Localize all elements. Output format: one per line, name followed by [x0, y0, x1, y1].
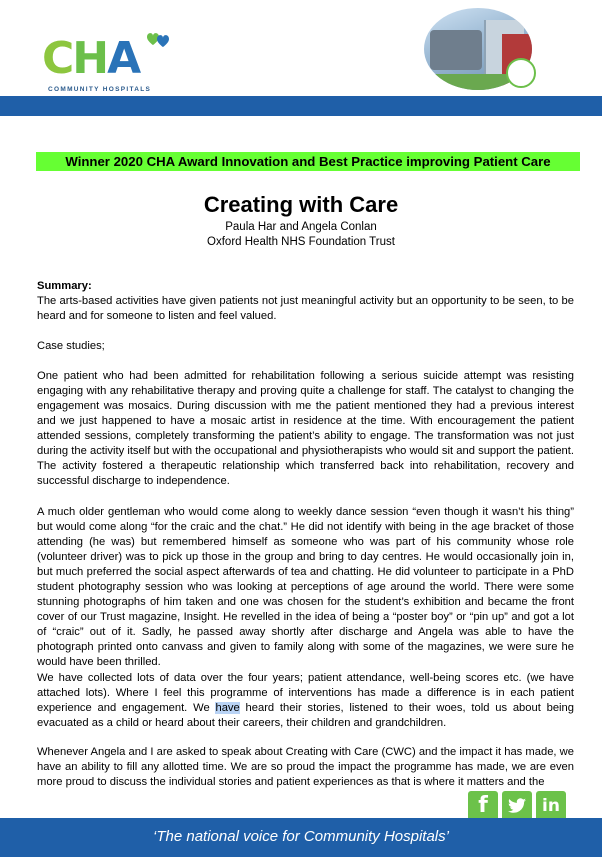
header-band — [0, 96, 602, 116]
cha-logo — [42, 30, 172, 96]
summary-heading: Summary: — [37, 280, 92, 292]
hearts-icon — [146, 30, 172, 52]
award-banner: Winner 2020 CHA Award Innovation and Best Practice improving Patient Care — [36, 152, 580, 171]
paragraph-3: We have collected lots of data over the four years; patient attendance, well-being scores etc. (we have attached lots). Where I feel this programme of interventions has made a difference is in each patient experience and engagement. We have heard their stories, listened to their woes, told us about being evacuated as a child or heard about their careers, their children and grandchildren. — [37, 672, 574, 729]
linkedin-icon[interactable]: in — [536, 791, 566, 821]
paragraph-2: A much older gentleman who would come along to weekly dance session “even though it wasn’t his thing” but would come along “for the craic and the chat.” He did not identify with being in the age bracket of those attending (he was) but remembered himself as someone who was part of his community whose role (volunteer driver) was to pick up those in the group and bring to day centres. He would occasionally join in, but much preferred the social aspect afterwards of tea and chatting. He did volunteer to participate in a PhD student photography session who was looking at perceptions of age around the world. There were some stunning photographs of him taken and one was chosen for the student’s exhibition and became the front cover of our Trust magazine, Insight. He revelled in the idea of being a “poster boy” or “pin up” and got a lot of “craic” out of it. Sadly, he passed away shortly after discharge and Angela was able to have the photograph printed onto canvass and given to family along with some of the magazines, we were sure he would have been thrilled. — [37, 506, 574, 668]
paragraph-4: Whenever Angela and I are asked to speak about Creating with Care (CWC) and the impact it has made, we have an ability to fill any allotted time. We are so proud the impact the programme has made, we are even more proud to discuss the individual stories and patient experiences as that is where it matters and the — [37, 746, 574, 788]
organisation: Oxford Health NHS Foundation Trust — [207, 236, 395, 248]
hearts-badge-icon — [506, 58, 536, 88]
footer-tagline: ‘The national voice for Community Hospitals’ — [153, 828, 449, 845]
twitter-icon[interactable] — [502, 791, 532, 821]
page-title: Creating with Care — [203, 192, 399, 217]
highlighted-word: have — [215, 702, 240, 714]
cha-logo-letters: CHA — [42, 33, 140, 84]
case-studies-heading: Case studies; — [37, 340, 105, 352]
summary-text: The arts-based activities have given patients not just meaningful activity but an opportunity to be seen, to be heard and for someone to listen and feel valued. — [37, 295, 574, 322]
facebook-icon[interactable]: f — [468, 791, 498, 821]
authors: Paula Har and Angela Conlan — [225, 221, 377, 233]
logo-subtext: COMMUNITY HOSPITALS — [48, 86, 152, 93]
paragraph-1: One patient who had been admitted for rehabilitation following a serious suicide attempt was resisting engaging with any rehabilitative therapy and proving quite a challenge for staff. The catalyst to changing the engagement was mosaics. During discussion with me the patient mentioned they had a previous interest and we just happened to have a mosaic artist in residence at the time. With encouragement the patient attended sessions, completely transforming the patient’s ability to engage. The transformation was not just during the activity itself but with the occupational and physiotherapists who would sit and support the patient. The activity fostered a therapeutic relationship which transferred back into rehabilitation, recovery and successful discharge to independence. — [37, 370, 574, 487]
twitter-bird-icon — [502, 791, 532, 821]
